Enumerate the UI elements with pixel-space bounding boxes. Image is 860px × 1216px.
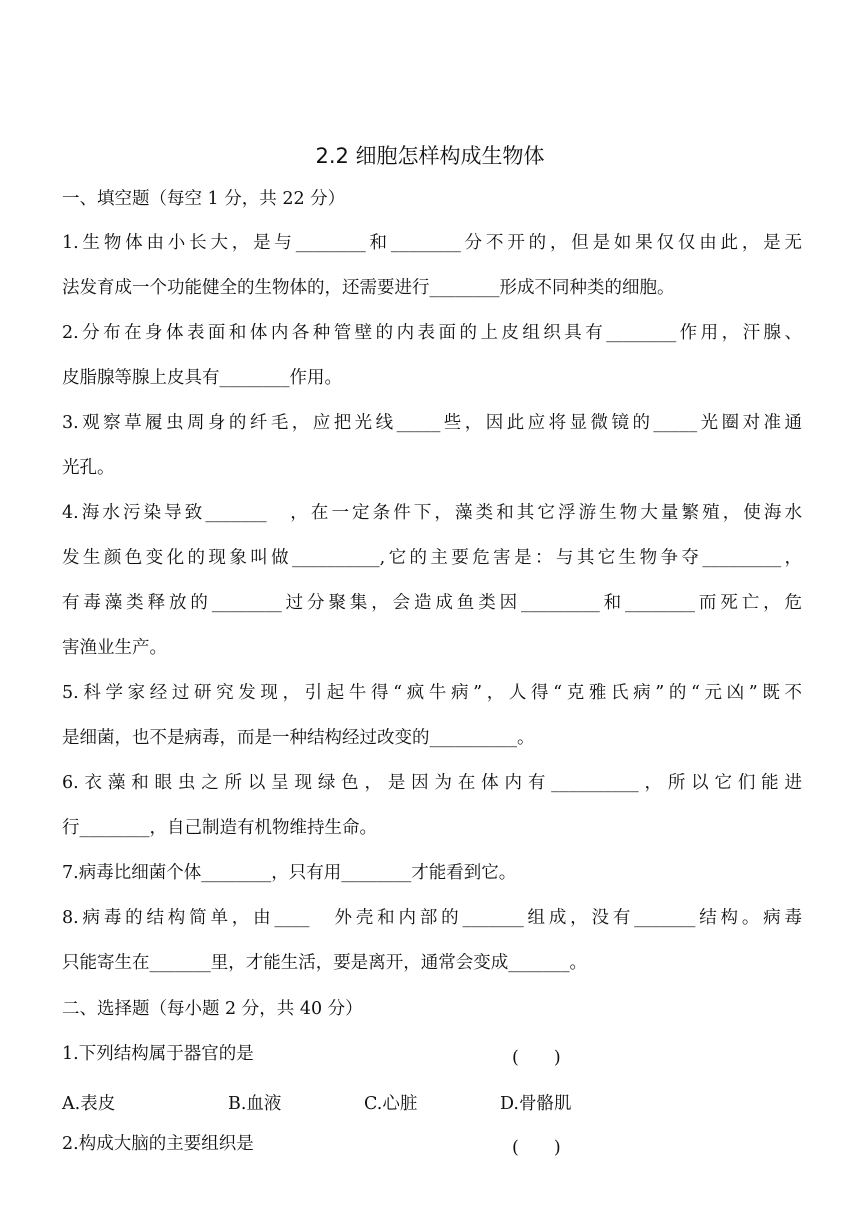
question-line: 2.分布在身体表面和体内各种管壁的内表面的上皮组织具有________作用，汗腺、 (62, 323, 802, 343)
section2-heading: 二、选择题（每小题 2 分，共 40 分） (62, 999, 363, 1019)
question-line: 发生颜色变化的现象叫做__________,它的主要危害是：与其它生物争夺_________， (62, 548, 802, 568)
question-line: 3.观察草履虫周身的纤毛，应把光线_____些，因此应将显微镜的_____光圈对准通 (62, 413, 802, 433)
question-line: 1.生物体由小长大，是与________和________分不开的，但是如果仅仅由此，是无 (62, 233, 802, 253)
option-b: B.血液 (228, 1094, 282, 1114)
option-d: D.骨骼肌 (500, 1094, 572, 1114)
answer-parentheses: ( ) (512, 1138, 561, 1158)
question-line: 法发育成一个功能健全的生物体的，还需要进行________形成不同种类的细胞。 (62, 278, 675, 298)
section1-heading: 一、填空题（每空 1 分，共 22 分） (62, 189, 346, 209)
page-title: 2.2 细胞怎样构成生物体 (315, 144, 545, 168)
question-line: 行________，自己制造有机物维持生命。 (62, 818, 377, 838)
question-line: 8.病毒的结构简单，由____ 外壳和内部的_______组成，没有_______结构。病毒 (62, 908, 802, 928)
answer-parentheses: ( ) (512, 1048, 561, 1068)
question-line: 有毒藻类释放的________过分聚集，会造成鱼类因_________和________而死亡，危 (62, 593, 802, 613)
question-line: 只能寄生在_______里，才能生活，要是离开，通常会变成_______。 (62, 953, 587, 973)
question-stem: 1.下列结构属于器官的是 (62, 1044, 254, 1064)
question-line: 7.病毒比细菌个体________，只有用________才能看到它。 (62, 863, 517, 883)
question-line: 光孔。 (62, 458, 115, 478)
question-line: 害渔业生产。 (62, 638, 167, 658)
question-line: 6.衣藻和眼虫之所以呈现绿色，是因为在体内有__________，所以它们能进 (62, 773, 802, 793)
question-stem: 2.构成大脑的主要组织是 (62, 1134, 254, 1154)
question-line: 是细菌，也不是病毒，而是一种结构经过改变的__________。 (62, 728, 535, 748)
question-line: 皮脂腺等腺上皮具有________作用。 (62, 368, 342, 388)
option-a: A.表皮 (62, 1094, 116, 1114)
question-line: 5.科学家经过研究发现，引起牛得“疯牛病”，人得“克雅氏病”的“元凶”既不 (62, 683, 802, 703)
question-line: 4.海水污染导致_______ ，在一定条件下，藻类和其它浮游生物大量繁殖，使海水 (62, 503, 802, 523)
option-c: C.心脏 (364, 1094, 418, 1114)
